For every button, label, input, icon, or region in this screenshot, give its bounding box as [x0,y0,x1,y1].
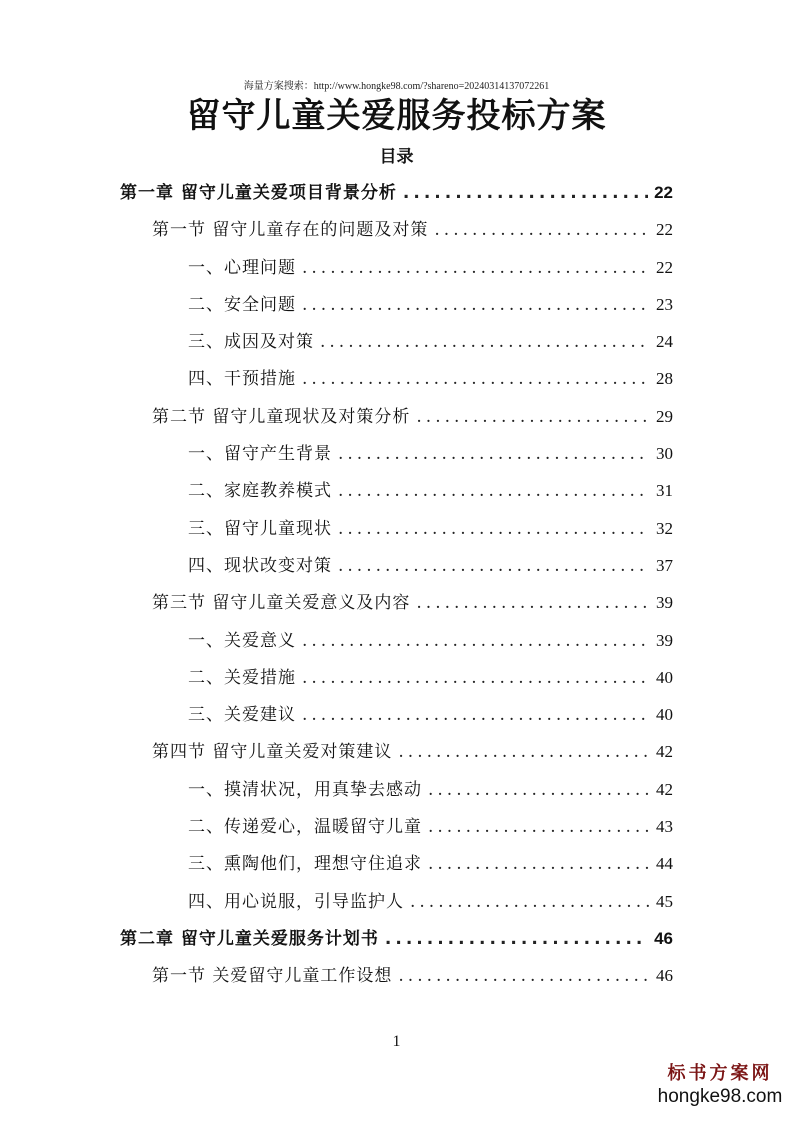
toc-entry[interactable] [0,286,673,323]
toc-entry-label: 二、关爱措施 [188,667,296,688]
toc-entry-page: 32 [656,518,673,538]
toc-entry-label: 第一节 留守儿童存在的问题及对策 [152,220,429,241]
toc-dot-leader [302,660,650,697]
toc-entry[interactable] [0,323,673,360]
toc-entry-label: 四、干预措施 [188,369,296,390]
toc-entry-label: 四、用心说服，引导监护人 [188,891,404,912]
toc-entry-label: 二、家庭教养模式 [188,481,332,502]
toc-entry-page: 40 [656,667,673,687]
toc-entry-label: 第二章 留守儿童关爱服务计划书 [120,928,379,949]
page-number: 1 [392,1033,401,1050]
toc-entry-label: 二、安全问题 [188,294,296,315]
toc-dot-leader [302,623,650,660]
toc-entry-label: 四、现状改变对策 [188,555,332,576]
toc-entry-page: 31 [656,481,673,501]
toc-entry[interactable] [0,584,673,621]
toc-dot-leader [302,697,650,734]
toc-entry[interactable] [0,771,673,808]
toc-dot-leader [385,921,648,958]
toc-entry[interactable] [0,659,673,696]
toc-entry-label: 第二节 留守儿童现状及对策分析 [152,406,411,427]
toc-entry[interactable] [0,398,673,435]
toc-entry-label: 第四节 留守儿童关爱对策建议 [152,742,393,763]
toc-entry[interactable] [0,883,673,920]
toc-entry-page: 22 [654,183,673,202]
toc-entry-page: 24 [656,332,673,352]
toc-entry-label: 一、心理问题 [188,257,296,278]
toc-entry-label: 三、关爱建议 [188,705,296,726]
toc-entry[interactable] [0,808,673,845]
toc-dot-leader [302,250,650,287]
toc-entry-page: 22 [656,257,673,277]
toc-entry-page: 37 [656,555,673,575]
toc-dot-leader [338,436,650,473]
toc-entry-label: 三、成因及对策 [188,332,314,353]
toc-entry[interactable] [0,435,673,472]
toc-dot-leader [320,324,650,361]
toc-entry-label: 第一章 留守儿童关爱项目背景分析 [120,183,397,203]
toc-entry[interactable] [0,174,673,211]
toc-entry-page: 22 [656,220,673,240]
toc-entry-label: 一、摸清状况，用真挚去感动 [188,779,422,800]
toc-entry-label: 第三节 留守儿童关爱意义及内容 [152,593,411,614]
toc-entry-page: 40 [656,705,673,725]
toc-entry-label: 一、留守产生背景 [188,444,332,465]
toc-dot-leader [416,585,650,622]
toc-entry[interactable] [0,733,673,770]
toc-entry-page: 30 [656,444,673,464]
table-of-contents [0,174,793,995]
toc-entry[interactable] [0,696,673,733]
toc-entry-page: 46 [656,966,673,986]
toc-entry[interactable] [0,957,673,994]
watermark-en-text: hongke98.com [657,1086,783,1107]
toc-heading: 目录 [379,147,414,167]
source-line: 海量方案搜索：http://www.hongke98.com/?shareno=20240314137072261 [243,81,550,92]
toc-entry[interactable] [0,360,673,397]
toc-dot-leader [428,809,650,846]
toc-dot-leader [416,399,650,436]
toc-entry-page: 39 [656,630,673,650]
toc-entry[interactable] [0,211,673,248]
watermark-cn-text: 标书方案网 [667,1063,773,1084]
toc-dot-leader [428,846,650,883]
toc-entry[interactable] [0,845,673,882]
toc-entry-page: 43 [656,817,673,837]
toc-entry-page: 29 [656,406,673,426]
toc-entry-label: 一、关爱意义 [188,630,296,651]
document-title: 留守儿童关爱服务投标方案 [186,96,607,136]
toc-entry[interactable] [0,622,673,659]
toc-entry-page: 42 [656,779,673,799]
toc-entry-page: 42 [656,742,673,762]
toc-entry[interactable] [0,920,673,957]
toc-entry-label: 第一节 关爱留守儿童工作设想 [152,966,393,987]
toc-entry[interactable] [0,547,673,584]
toc-entry[interactable] [0,510,673,547]
toc-dot-leader [403,175,648,212]
toc-dot-leader [338,548,650,585]
toc-entry[interactable] [0,472,673,509]
toc-dot-leader [302,361,650,398]
toc-entry-label: 二、传递爱心，温暖留守儿童 [188,817,422,838]
toc-dot-leader [338,473,650,510]
toc-dot-leader [428,772,650,809]
toc-entry-page: 39 [656,593,673,613]
toc-entry-page: 28 [656,369,673,389]
toc-dot-leader [410,884,650,921]
toc-dot-leader [398,734,650,771]
toc-dot-leader [302,287,650,324]
toc-entry-page: 44 [656,854,673,874]
toc-entry[interactable] [0,249,673,286]
toc-entry-label: 三、留守儿童现状 [188,518,332,539]
toc-entry-label: 三、熏陶他们，理想守住追求 [188,854,422,875]
toc-entry-page: 45 [656,891,673,911]
toc-dot-leader [338,511,650,548]
toc-entry-page: 23 [656,294,673,314]
toc-dot-leader [398,958,650,995]
toc-entry-page: 46 [654,928,673,948]
watermark-logo [655,1062,785,1108]
toc-dot-leader [434,212,650,249]
